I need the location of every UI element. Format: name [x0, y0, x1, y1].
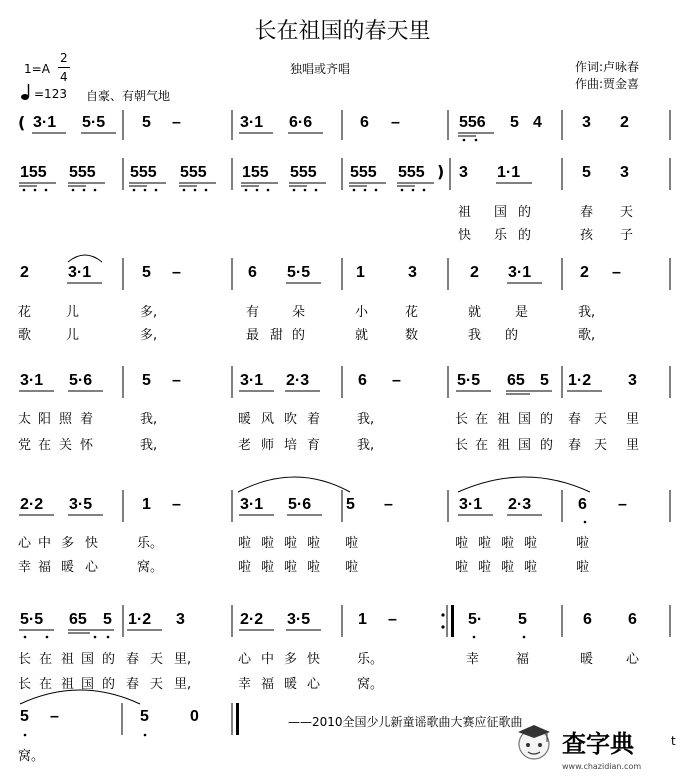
lyric: 暖	[284, 677, 298, 692]
key-signature: 1=A	[24, 62, 50, 76]
note-group: 1	[142, 496, 151, 513]
note-group: 2	[580, 264, 589, 281]
lyric: 多	[61, 536, 75, 551]
site-watermark	[514, 718, 680, 780]
lyric: 啦	[307, 560, 321, 575]
lyric: 心	[626, 652, 640, 667]
lyric: 照	[59, 412, 73, 427]
lyric: 啦	[576, 536, 590, 551]
note-group: 3·1	[240, 114, 264, 131]
lyric: 幸	[18, 560, 32, 575]
note-group: 5	[510, 114, 519, 131]
lyric: 天	[594, 412, 608, 427]
note-group: 1·2	[128, 611, 152, 628]
dash: –	[172, 372, 181, 389]
lyric: 歌,	[578, 328, 596, 343]
lyric: 暖	[580, 652, 594, 667]
lyric: 国	[518, 438, 532, 453]
dash: –	[388, 611, 397, 628]
lyric: 快	[458, 228, 472, 243]
lyric: 的	[102, 677, 116, 692]
lyric: 里	[626, 438, 640, 453]
note-group: 5·	[468, 611, 483, 628]
lyric: 国	[81, 652, 95, 667]
lyric: 的	[505, 328, 519, 343]
note-group: 555	[350, 164, 377, 181]
song-title: 长在祖国的春天里	[254, 19, 431, 44]
lyric: 啦	[455, 536, 469, 551]
note-group: 555	[398, 164, 425, 181]
time-signature-top: 2	[60, 51, 68, 65]
note-group: 2·2	[240, 611, 264, 628]
performance-note: 独唱或齐唱	[290, 62, 351, 76]
watermark-title: 查字典	[562, 730, 634, 758]
note-group: 5·5	[82, 114, 106, 131]
lyric: 在	[475, 438, 489, 453]
lyric: 啦	[238, 560, 252, 575]
lyric: 怀	[80, 438, 94, 453]
note-group: 3·5	[287, 611, 311, 628]
lyric: 的	[518, 205, 532, 220]
lyric: 的	[518, 228, 532, 243]
lyric: 的	[540, 438, 554, 453]
lyric: 多,	[140, 305, 158, 320]
lyric: 心	[238, 652, 252, 667]
note-group: 155	[20, 164, 47, 181]
lyric: 祖	[458, 205, 472, 220]
lyric: 我,	[140, 438, 158, 453]
lyric: 啦	[345, 560, 359, 575]
watermark-corner: t	[671, 734, 676, 748]
dash: –	[392, 372, 401, 389]
note-group: 3	[408, 264, 417, 281]
note-group: 556	[459, 114, 486, 131]
lyric: 幸	[238, 677, 252, 692]
lyric: 啦	[345, 536, 359, 551]
lyric: 在	[38, 438, 52, 453]
lyric: 党	[18, 438, 32, 453]
note-group: 4	[533, 114, 542, 131]
lyric: 乐。	[137, 536, 164, 551]
lyric: 国	[81, 677, 95, 692]
lyric: 国	[518, 412, 532, 427]
lyric: 中	[261, 652, 275, 667]
lyric: 幸	[466, 652, 480, 667]
lyric: 天	[150, 677, 164, 692]
note-group: 3·1	[240, 372, 264, 389]
note-group: 2	[620, 114, 629, 131]
lyric: 乐。	[357, 652, 384, 667]
lyric: 祖	[61, 652, 75, 667]
lyric: 吹	[284, 412, 298, 427]
lyric: 啦	[478, 560, 492, 575]
note-group: 1	[356, 264, 365, 281]
note-group: 3·1	[20, 372, 44, 389]
lyric: 福	[516, 652, 530, 667]
note-group: 2·3	[508, 496, 532, 513]
note-group: 6	[578, 496, 587, 513]
lyric: 啦	[576, 560, 590, 575]
note-group: 2	[470, 264, 479, 281]
lyric: 窝。	[18, 749, 45, 764]
expression-marking: 自豪、有朝气地	[86, 89, 171, 103]
note-group: 3	[620, 164, 629, 181]
dash: –	[618, 496, 627, 513]
lyric: 花	[405, 305, 419, 320]
lyric: 风	[261, 412, 275, 427]
note-group: 6·6	[289, 114, 313, 131]
lyric: 里	[626, 412, 640, 427]
lyric: 暖	[61, 560, 75, 575]
note-group: 3	[459, 164, 468, 181]
lyric: 啦	[261, 536, 275, 551]
note-group: 3·1	[508, 264, 532, 281]
lyric: 啦	[238, 536, 252, 551]
lyric: 长	[455, 438, 469, 453]
lyric: 啦	[501, 560, 515, 575]
lyric: 我	[468, 328, 482, 343]
note-group: 6	[358, 372, 367, 389]
note-group: 3·1	[68, 264, 92, 281]
note-group: 5	[540, 372, 549, 389]
lyric: 朵	[292, 305, 306, 320]
note-group: 5·5	[457, 372, 481, 389]
note-group: 2	[20, 264, 29, 281]
lyric: 祖	[497, 412, 511, 427]
lyric: 最	[246, 328, 260, 343]
lyric: 的	[292, 328, 306, 343]
watermark-url: www.chazidian.com	[562, 762, 642, 771]
lyric: 天	[150, 652, 164, 667]
lyric: 花	[18, 305, 32, 320]
note-group: 3	[582, 114, 591, 131]
lyric: 就	[355, 328, 369, 343]
lyric: 天	[594, 438, 608, 453]
lyric: 阳	[38, 412, 52, 427]
lyric: 多	[284, 652, 298, 667]
note-group: 65	[507, 372, 525, 389]
note-group: 5	[142, 114, 151, 131]
lyricist-credit: 作词:卢咏春	[575, 60, 640, 74]
lyric: 祖	[497, 438, 511, 453]
lyric: 儿	[66, 328, 80, 343]
time-signature-bottom: 4	[60, 70, 68, 84]
lyric: 的	[102, 652, 116, 667]
dash: –	[391, 114, 400, 131]
lyric: 啦	[524, 536, 538, 551]
lyric: 甜	[270, 328, 284, 343]
dash: –	[172, 114, 181, 131]
lyric: 有	[246, 305, 260, 320]
lyric: 师	[261, 438, 275, 453]
lyric: 太	[18, 412, 32, 427]
lyric: 培	[284, 438, 298, 453]
note-group: 5·6	[288, 496, 312, 513]
lyric: 育	[307, 438, 321, 453]
note-group: 555	[69, 164, 96, 181]
lyric: 里,	[174, 677, 192, 692]
note-group: 5	[518, 611, 527, 628]
lyric: 春	[580, 205, 594, 220]
lyric: 我,	[357, 412, 375, 427]
lyric: 小	[355, 305, 369, 320]
lyric: 啦	[478, 536, 492, 551]
note-group: 65	[69, 611, 87, 628]
lyric: 暖	[238, 412, 252, 427]
note-group: 555	[130, 164, 157, 181]
lyric: 心	[85, 560, 99, 575]
dash: –	[384, 496, 393, 513]
lyric: 福	[38, 560, 52, 575]
lyric: 啦	[284, 536, 298, 551]
note-group: 3	[628, 372, 637, 389]
lyric: 国	[494, 205, 508, 220]
lyric: 福	[261, 677, 275, 692]
note-group: 0	[190, 708, 199, 725]
lyric: 在	[475, 412, 489, 427]
dash: –	[172, 496, 181, 513]
note-group: 3·1	[33, 114, 57, 131]
note-group: 555	[180, 164, 207, 181]
dash: –	[172, 264, 181, 281]
lyric: 是	[515, 305, 529, 320]
lyric: 窝。	[137, 560, 164, 575]
lyric: 啦	[501, 536, 515, 551]
lyric: 快	[307, 652, 321, 667]
lyric: 儿	[66, 305, 80, 320]
lyric: 天	[620, 205, 634, 220]
lyric: 心	[18, 536, 32, 551]
note-group: 2·3	[286, 372, 310, 389]
lyric: 啦	[524, 560, 538, 575]
lyric: 里,	[174, 652, 192, 667]
note-group: 5	[103, 611, 112, 628]
lyric: 在	[39, 677, 53, 692]
note-group: 5	[20, 708, 29, 725]
graduate-mascot-icon	[514, 720, 554, 768]
tempo-marking: =123	[34, 87, 67, 101]
note-group: 3	[176, 611, 185, 628]
lyric: 我,	[357, 438, 375, 453]
note-group: 555	[290, 164, 317, 181]
lyric: 心	[307, 677, 321, 692]
lyric: 啦	[307, 536, 321, 551]
note-group: 1	[358, 611, 367, 628]
lyric: 的	[540, 412, 554, 427]
lyric: 中	[38, 536, 52, 551]
note-group: 2·2	[20, 496, 44, 513]
lyric: 我,	[578, 305, 596, 320]
lyric: 孩	[580, 228, 594, 243]
lyric: 老	[238, 438, 252, 453]
lyric: 快	[85, 536, 99, 551]
source-note: ——2010全国少儿新童谣歌曲大赛应征歌曲	[288, 715, 523, 729]
lyric: 啦	[261, 560, 275, 575]
lyric: 春	[126, 652, 140, 667]
lyric: 着	[80, 412, 94, 427]
lyric: 关	[59, 438, 73, 453]
lyric: 数	[405, 328, 419, 343]
note-group: 6	[360, 114, 369, 131]
note-group: 5	[142, 372, 151, 389]
note-group: 6	[248, 264, 257, 281]
lyric: 窝。	[357, 677, 384, 692]
lyric: 子	[620, 228, 634, 243]
note-group: 155	[242, 164, 269, 181]
note-group: 1·1	[497, 164, 521, 181]
lyric: 祖	[61, 677, 75, 692]
lyric: 春	[568, 412, 582, 427]
lyric: 长	[455, 412, 469, 427]
note-group: 5·5	[20, 611, 44, 628]
note-group: 5·5	[287, 264, 311, 281]
note-group: 1·2	[568, 372, 592, 389]
paren-close: )	[437, 162, 445, 181]
dash: –	[612, 264, 621, 281]
note-group: 5	[582, 164, 591, 181]
lyric: 长	[18, 652, 32, 667]
note-group: 5	[346, 496, 355, 513]
note-group: 5·6	[69, 372, 93, 389]
note-group: 3·1	[240, 496, 264, 513]
note-group: 6	[628, 611, 637, 628]
lyric: 就	[468, 305, 482, 320]
note-group: 3·5	[69, 496, 93, 513]
note-group: 5	[140, 708, 149, 725]
note-group: 5	[142, 264, 151, 281]
dash: –	[50, 708, 59, 725]
lyric: 歌	[18, 328, 32, 343]
lyric: 啦	[455, 560, 469, 575]
lyric: 多,	[140, 328, 158, 343]
lyric: 啦	[284, 560, 298, 575]
lyric: 长	[18, 677, 32, 692]
lyric: 春	[568, 438, 582, 453]
note-group: 3·1	[459, 496, 483, 513]
lyric: 我,	[140, 412, 158, 427]
composer-credit: 作曲:贾金喜	[575, 77, 640, 91]
paren-open: (	[18, 113, 26, 132]
lyric: 在	[39, 652, 53, 667]
note-group: 6	[583, 611, 592, 628]
lyric: 春	[126, 677, 140, 692]
lyric: 乐	[494, 228, 508, 243]
lyric: 着	[307, 412, 321, 427]
